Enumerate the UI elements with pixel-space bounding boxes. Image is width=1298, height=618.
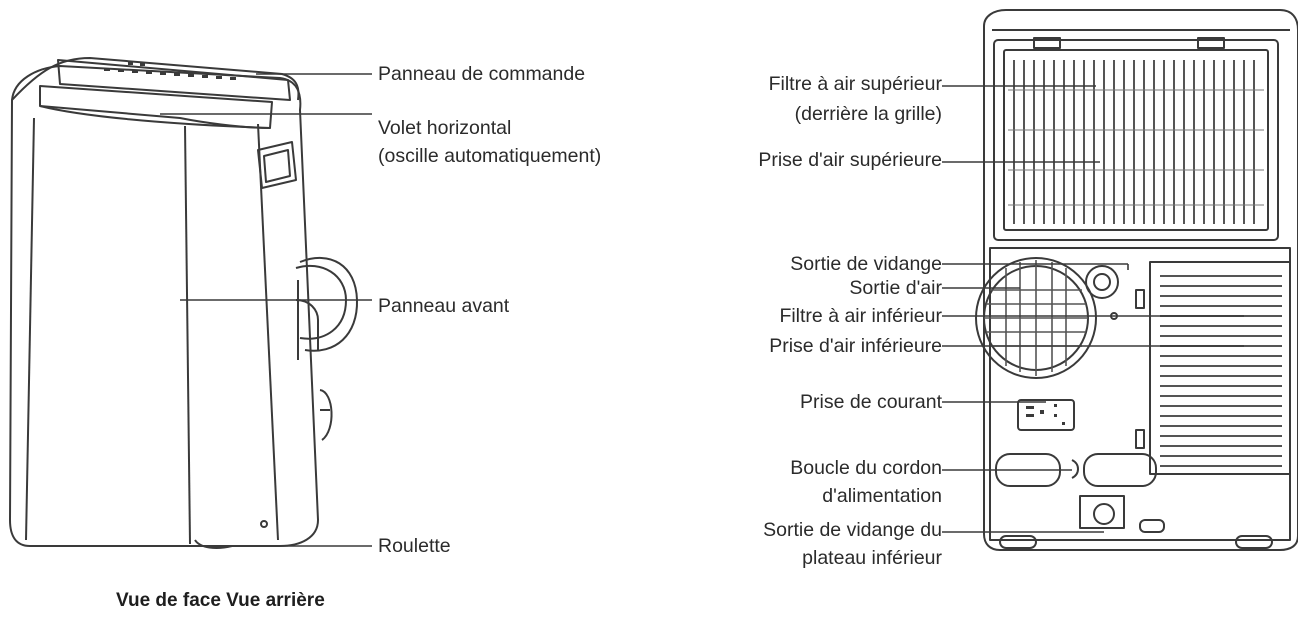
power-socket-pins <box>1026 404 1065 425</box>
upper-grille <box>994 40 1278 240</box>
label-cord-loop-line1: Boucle du cordon <box>790 457 942 479</box>
label-drain-outlet: Sortie de vidange <box>790 253 942 275</box>
upper-grille-slats <box>1014 60 1254 224</box>
drain-outlet-shape <box>1086 266 1118 298</box>
label-upper-filter-line2: (derrière la grille) <box>794 103 942 125</box>
cord-loop-right <box>1084 454 1156 486</box>
label-upper-filter-line1: Filtre à air supérieur <box>768 73 942 95</box>
label-upper-intake: Prise d'air supérieure <box>758 149 942 171</box>
tray-drain-shape <box>1094 504 1114 524</box>
label-caster: Roulette <box>378 535 451 557</box>
label-lower-filter: Filtre à air inférieur <box>779 305 942 327</box>
label-lower-intake: Prise d'air inférieure <box>769 335 942 357</box>
label-front-panel: Panneau avant <box>378 295 510 317</box>
label-louver-line1: Volet horizontal <box>378 117 512 139</box>
figure-caption: Vue de face Vue arrière <box>116 590 325 611</box>
label-air-outlet: Sortie d'air <box>849 277 942 299</box>
lower-grille <box>1150 262 1290 474</box>
label-tray-drain-line1: Sortie de vidange du <box>763 519 942 541</box>
front-body-outline <box>10 66 318 546</box>
label-power-socket: Prise de courant <box>800 391 942 413</box>
label-cord-loop-line2: d'alimentation <box>822 485 942 507</box>
lower-grille-slats <box>1160 276 1282 466</box>
label-tray-drain-line2: plateau inférieur <box>802 547 942 569</box>
label-control-panel: Panneau de commande <box>378 63 586 85</box>
air-outlet-grid <box>984 260 1088 376</box>
upper-grille-crossbars <box>1008 90 1264 205</box>
rear-body-outline <box>984 10 1298 550</box>
label-louver-line2: (oscille automatiquement) <box>378 145 602 167</box>
